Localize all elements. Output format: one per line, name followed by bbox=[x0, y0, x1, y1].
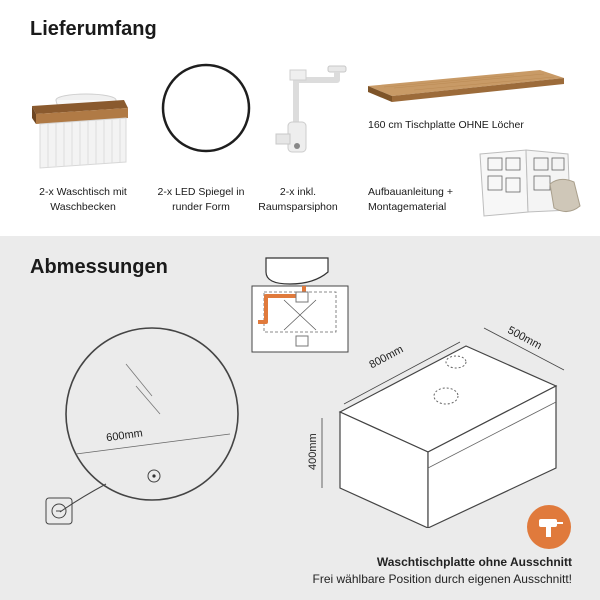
item-caption-mirror bbox=[146, 185, 256, 215]
caption-line: 2-x inkl. bbox=[279, 186, 317, 198]
delivery-title: Lieferumfang bbox=[30, 18, 157, 40]
delivery-section bbox=[0, 0, 600, 236]
caption-line: Montagematerial bbox=[368, 201, 447, 213]
mirror-diameter-label-svg bbox=[100, 424, 170, 444]
siphon-image bbox=[266, 62, 354, 166]
depth-label: 800mm bbox=[367, 343, 406, 372]
caption-line: runder Form bbox=[172, 201, 230, 213]
caption-line: Raumsparsiphon bbox=[258, 201, 338, 213]
footer-line-1: Waschtischplatte ohne Ausschnitt bbox=[376, 555, 572, 569]
item-caption-manual bbox=[368, 185, 478, 215]
width-label-svg bbox=[500, 324, 570, 364]
caption-line: 2-x LED Spiegel in bbox=[157, 186, 245, 198]
height-label: 400mm bbox=[307, 433, 319, 470]
width-label: 500mm bbox=[505, 324, 544, 353]
vanity-image bbox=[28, 78, 132, 170]
caption-line: Aufbauanleitung + bbox=[368, 186, 453, 198]
item-caption-siphon bbox=[248, 185, 348, 215]
countertop-image bbox=[364, 60, 568, 108]
caption-line: 2-x Waschtisch mit bbox=[39, 186, 127, 198]
height-label-svg bbox=[296, 418, 326, 488]
drill-badge-icon bbox=[526, 504, 572, 550]
mirror-diameter-label: 600mm bbox=[105, 427, 144, 444]
item-caption-vanity bbox=[28, 185, 138, 215]
depth-label-svg bbox=[360, 332, 440, 372]
dimensions-title: Abmessungen bbox=[30, 256, 168, 278]
countertop-caption: 160 cm Tischplatte OHNE Löcher bbox=[368, 119, 524, 131]
caption-line: Waschbecken bbox=[50, 201, 116, 213]
round-mirror-image bbox=[160, 62, 252, 154]
manual-image bbox=[476, 146, 584, 218]
footer-line-2: Frei wählbare Position durch eigenen Ausschnitt! bbox=[312, 572, 572, 586]
